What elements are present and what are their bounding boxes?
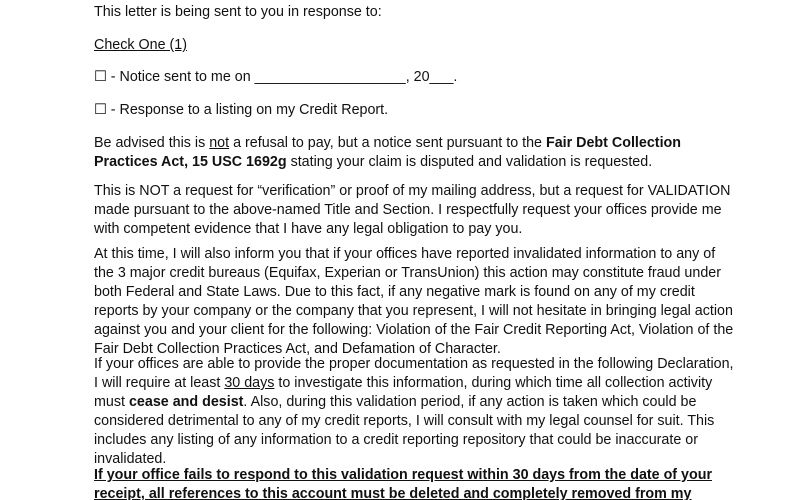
text-run: Be advised this is: [94, 135, 210, 151]
text-run: . Also, during this validation period, if any action is taken which could be considered detrimental to any of my credit reports, I will consult with my legal counsel for suit. This includes any listing of any information to a credit reporting repository that could be inaccurate or invalidated.: [94, 394, 715, 467]
act-name: Fair Debt Collection Practices Act, 15 USC 1692g: [94, 135, 682, 170]
check-one-heading: Check One (1): [94, 37, 187, 53]
checkbox-icon[interactable]: ☐: [94, 69, 107, 85]
text-run: stating your claim is disputed and validation is requested.: [286, 154, 653, 170]
intro-text: This letter is being sent to you in response to:: [94, 4, 382, 20]
option-notice-label: - Notice sent to me on ___________________, 20___.: [106, 69, 458, 85]
text-run: to investigate this information, during which time all collection activity must: [94, 375, 713, 410]
checkbox-icon[interactable]: ☐: [94, 102, 107, 118]
text-run: a refusal to pay, but a notice sent pursuant to the: [229, 135, 546, 151]
option-notice[interactable]: [94, 68, 734, 87]
paragraph-advised: [94, 134, 734, 172]
emphasis-not: not: [209, 135, 230, 151]
option-credit-report[interactable]: [94, 101, 734, 120]
paragraph-credit-bureaus: At this time, I will also inform you that if your offices have reported invalidated information to any of the 3 major credit bureaus (Equifax, Experian or TransUnion) this action may constitute fraud under both Federal and State Laws. Due to this fact, if any negative mark is found on any of my credit reports by your company or the company that you represent, I will not hesitate in bringing legal action against you and your client for the following: Violation of the Fair Credit Reporting Act, Violation of the Fair Debt Collection Practices Act, and Defamation of Character.: [94, 246, 734, 357]
emphasis-30-days: 30 days: [224, 375, 275, 391]
paragraph-fails-to-respond: If your office fails to respond to this validation request within 30 days from the date of your receipt, all references to this account must be deleted and completely removed from my: [94, 467, 713, 500]
option-report-label: - Response to a listing on my Credit Report.: [106, 102, 389, 118]
text-run: If your offices are able to provide the proper documentation as requested in the following Declaration, I will require at least: [94, 356, 734, 391]
paragraph-validation: This is NOT a request for “verification” or proof of my mailing address, but a request for VALIDATION made pursuant to the above-named Title and Section. I respectfully request your offices provide me with competent evidence that I have any legal obligation to pay you.: [94, 183, 731, 237]
paragraph-documentation: [94, 355, 734, 469]
emphasis-cease-desist: cease and desist: [128, 394, 244, 410]
